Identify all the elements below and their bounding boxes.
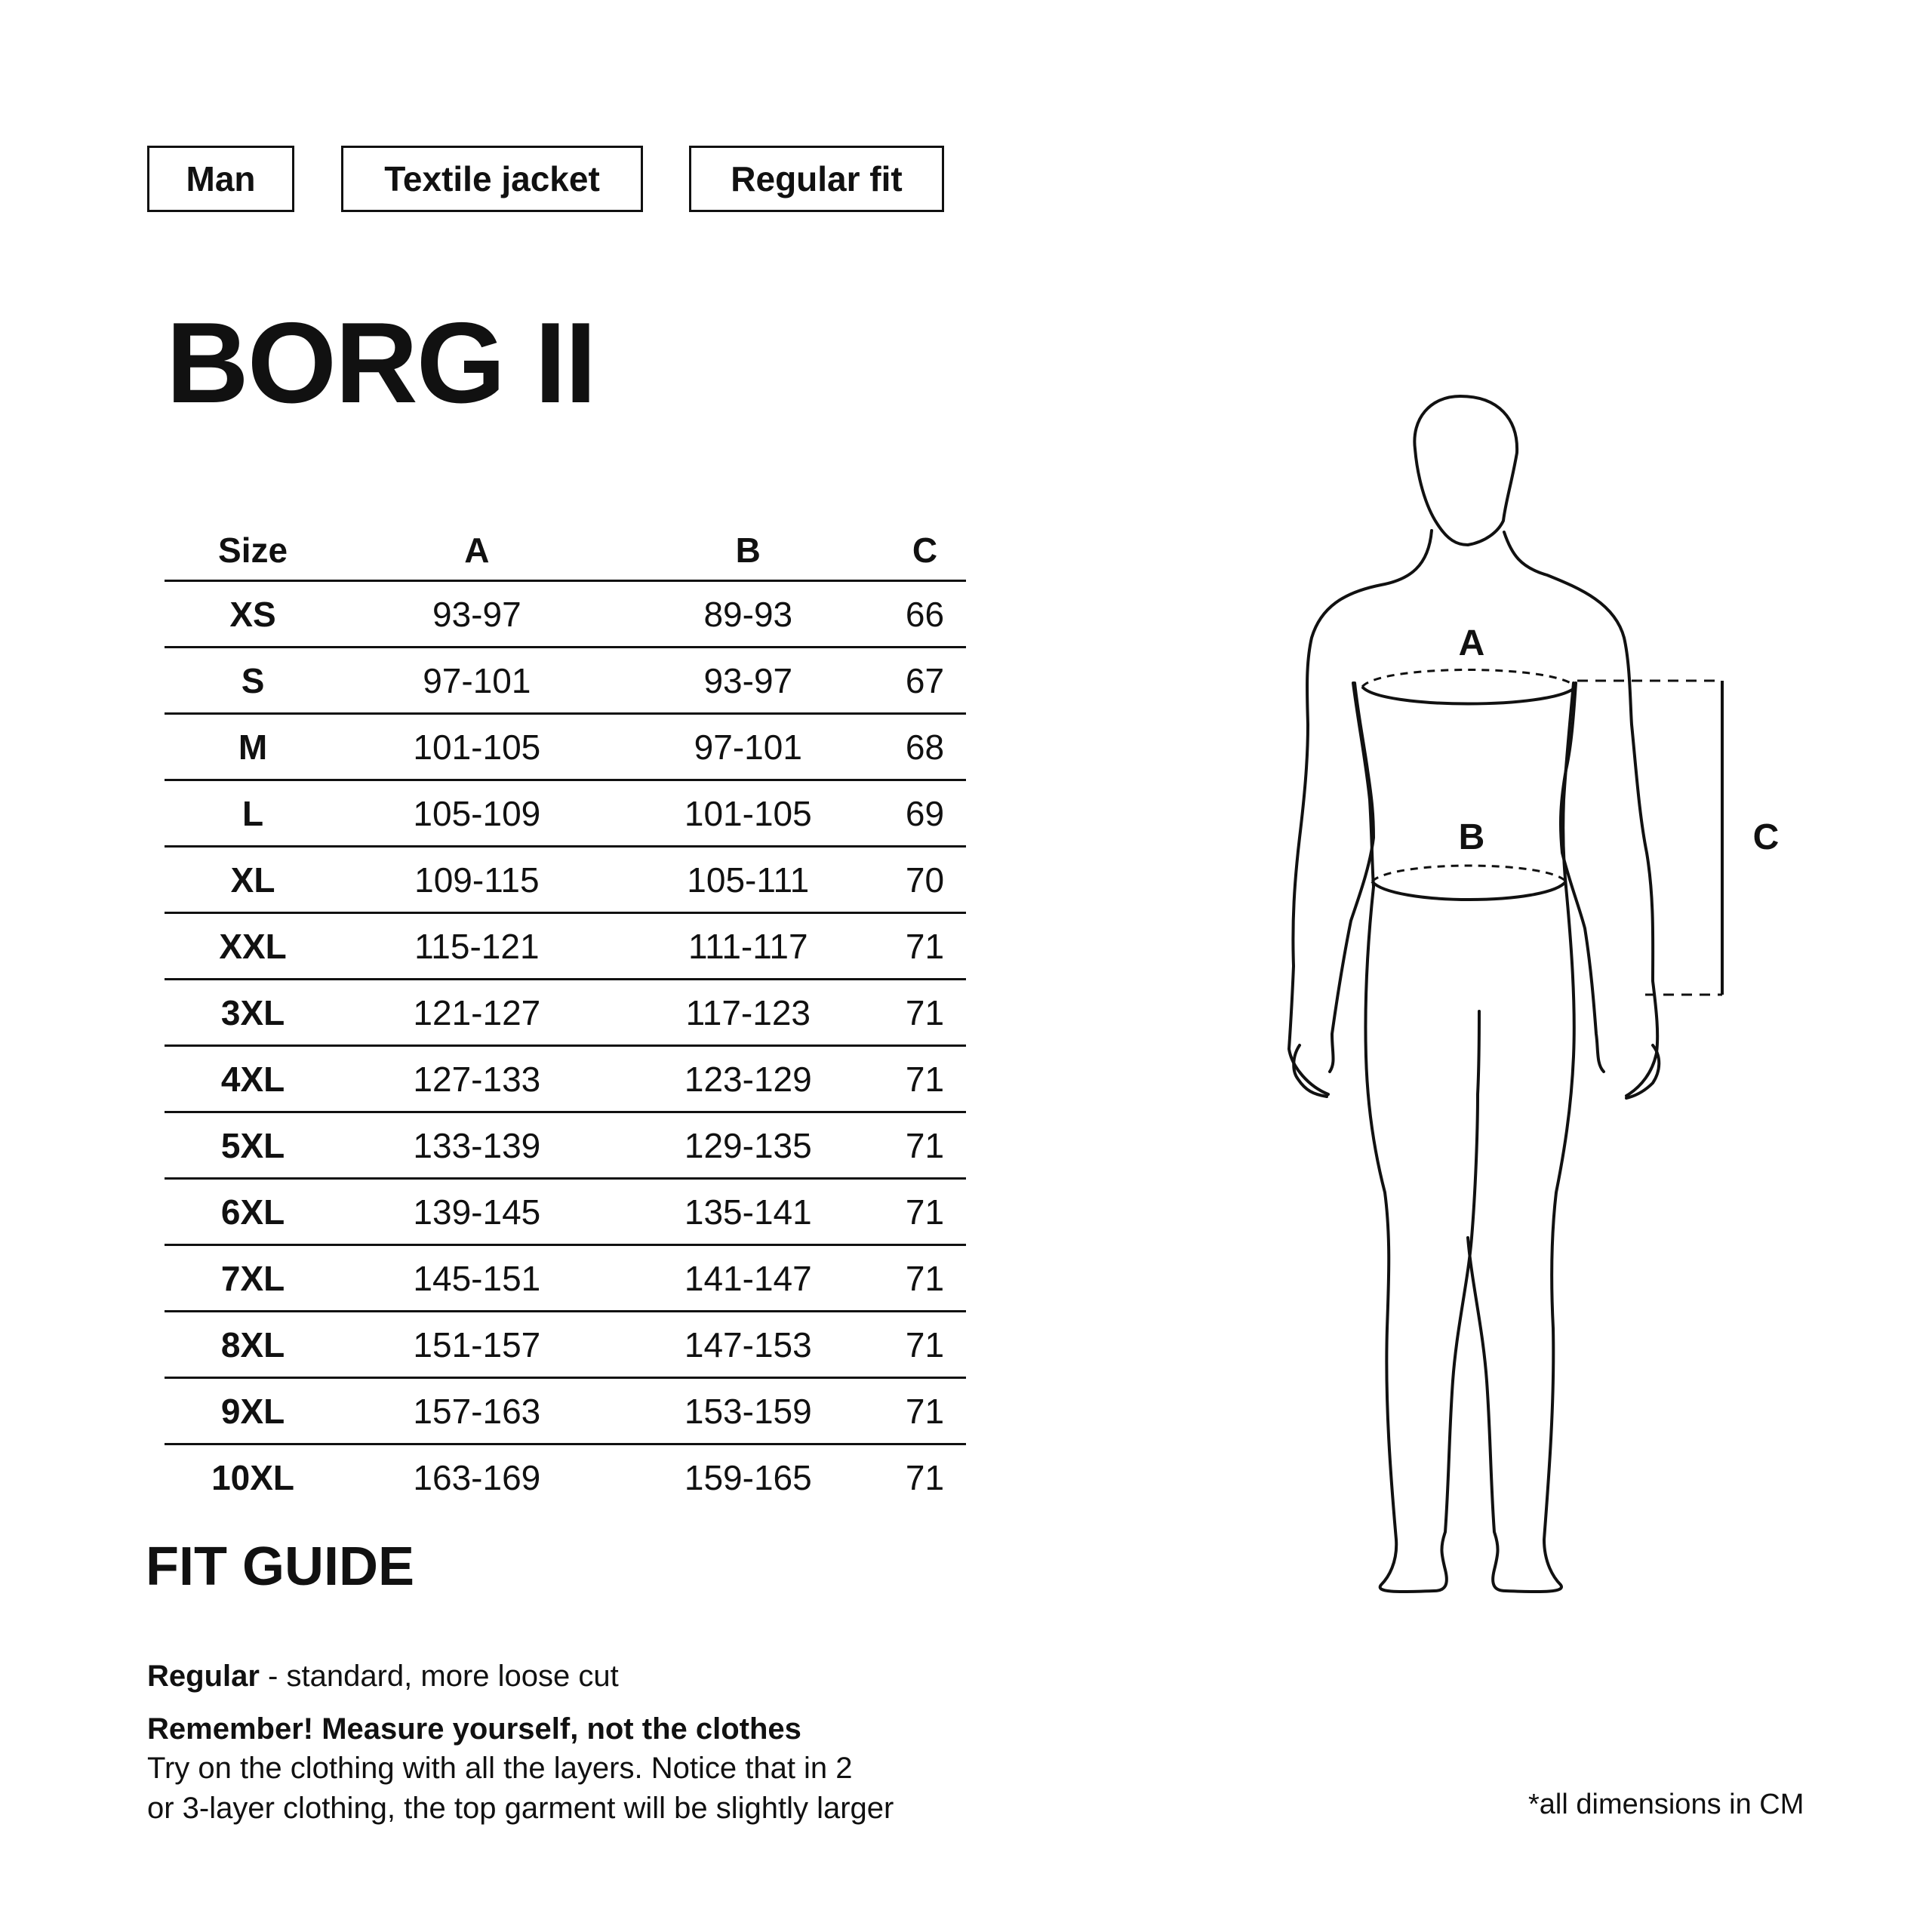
cell-a: 97-101 bbox=[341, 648, 612, 714]
header-c: C bbox=[884, 521, 966, 581]
cell-c: 71 bbox=[884, 1245, 966, 1312]
cell-a: 157-163 bbox=[341, 1378, 612, 1444]
cell-a: 101-105 bbox=[341, 714, 612, 780]
cell-c: 71 bbox=[884, 1112, 966, 1179]
measure-c-bracket bbox=[1577, 681, 1722, 995]
cell-c: 71 bbox=[884, 980, 966, 1046]
cell-b: 101-105 bbox=[613, 780, 884, 847]
cell-c: 68 bbox=[884, 714, 966, 780]
cell-b: 147-153 bbox=[613, 1312, 884, 1378]
cell-b: 153-159 bbox=[613, 1378, 884, 1444]
fit-regular-label: Regular bbox=[147, 1660, 260, 1693]
cell-a: 151-157 bbox=[341, 1312, 612, 1378]
cell-size: XS bbox=[165, 581, 341, 648]
cell-b: 93-97 bbox=[613, 648, 884, 714]
cell-size: XXL bbox=[165, 913, 341, 980]
fit-guide-title: FIT GUIDE bbox=[146, 1537, 414, 1597]
cell-b: 105-111 bbox=[613, 847, 884, 913]
fit-note-line-1: Try on the clothing with all the layers. Notice that in 2 bbox=[147, 1752, 853, 1785]
cell-size: 8XL bbox=[165, 1312, 341, 1378]
cell-c: 71 bbox=[884, 1378, 966, 1444]
cell-a: 145-151 bbox=[341, 1245, 612, 1312]
cell-size: 9XL bbox=[165, 1378, 341, 1444]
cell-size: 3XL bbox=[165, 980, 341, 1046]
cell-c: 71 bbox=[884, 1046, 966, 1112]
cell-size: 6XL bbox=[165, 1179, 341, 1245]
cell-a: 127-133 bbox=[341, 1046, 612, 1112]
cell-a: 115-121 bbox=[341, 913, 612, 980]
cell-c: 71 bbox=[905, 1457, 945, 1497]
cell-size: 10XL bbox=[211, 1457, 295, 1497]
measure-b-ellipse bbox=[1372, 866, 1566, 900]
tag-product-type: Textile jacket bbox=[341, 146, 643, 212]
cell-a: 121-127 bbox=[341, 980, 612, 1046]
cell-a: 133-139 bbox=[341, 1112, 612, 1179]
fit-remember: Remember! Measure yourself, not the clothes bbox=[147, 1712, 801, 1746]
label-a: A bbox=[1458, 623, 1485, 663]
cell-size: S bbox=[165, 648, 341, 714]
cell-a: 139-145 bbox=[341, 1179, 612, 1245]
tag-gender: Man bbox=[147, 146, 294, 212]
label-c: C bbox=[1752, 817, 1780, 857]
header-size: Size bbox=[165, 521, 341, 581]
page-title: BORG II bbox=[166, 299, 595, 427]
cell-b: 123-129 bbox=[613, 1046, 884, 1112]
cell-c: 69 bbox=[884, 780, 966, 847]
cell-size: L bbox=[165, 780, 341, 847]
cell-c: 70 bbox=[884, 847, 966, 913]
cell-b: 141-147 bbox=[613, 1245, 884, 1312]
header-b: B bbox=[613, 521, 884, 581]
measure-a-ellipse bbox=[1362, 670, 1576, 704]
fit-note-line-2: or 3-layer clothing, the top garment will be slightly larger bbox=[147, 1792, 894, 1825]
cell-b: 129-135 bbox=[613, 1112, 884, 1179]
cell-a: 163-169 bbox=[413, 1457, 541, 1497]
cell-a: 105-109 bbox=[341, 780, 612, 847]
fit-regular-desc: - standard, more loose cut bbox=[259, 1660, 619, 1693]
cell-c: 66 bbox=[884, 581, 966, 648]
tag-fit: Regular fit bbox=[689, 146, 944, 212]
cell-c: 71 bbox=[884, 913, 966, 980]
cell-size: 5XL bbox=[165, 1112, 341, 1179]
cell-size: XL bbox=[165, 847, 341, 913]
cell-b: 117-123 bbox=[613, 980, 884, 1046]
label-b: B bbox=[1458, 817, 1485, 857]
cell-b: 89-93 bbox=[613, 581, 884, 648]
body-outline bbox=[1289, 396, 1659, 1592]
cell-size: 7XL bbox=[165, 1245, 341, 1312]
cell-a: 93-97 bbox=[341, 581, 612, 648]
header-a: A bbox=[341, 521, 612, 581]
cell-b: 159-165 bbox=[684, 1457, 812, 1497]
cell-size: 4XL bbox=[165, 1046, 341, 1112]
cell-b: 97-101 bbox=[613, 714, 884, 780]
cell-a: 109-115 bbox=[341, 847, 612, 913]
cell-b: 135-141 bbox=[613, 1179, 884, 1245]
cell-b: 111-117 bbox=[613, 913, 884, 980]
cell-size: M bbox=[165, 714, 341, 780]
cell-c: 71 bbox=[884, 1179, 966, 1245]
dimensions-note: *all dimensions in CM bbox=[1528, 1789, 1804, 1820]
cell-c: 67 bbox=[884, 648, 966, 714]
cell-c: 71 bbox=[884, 1312, 966, 1378]
